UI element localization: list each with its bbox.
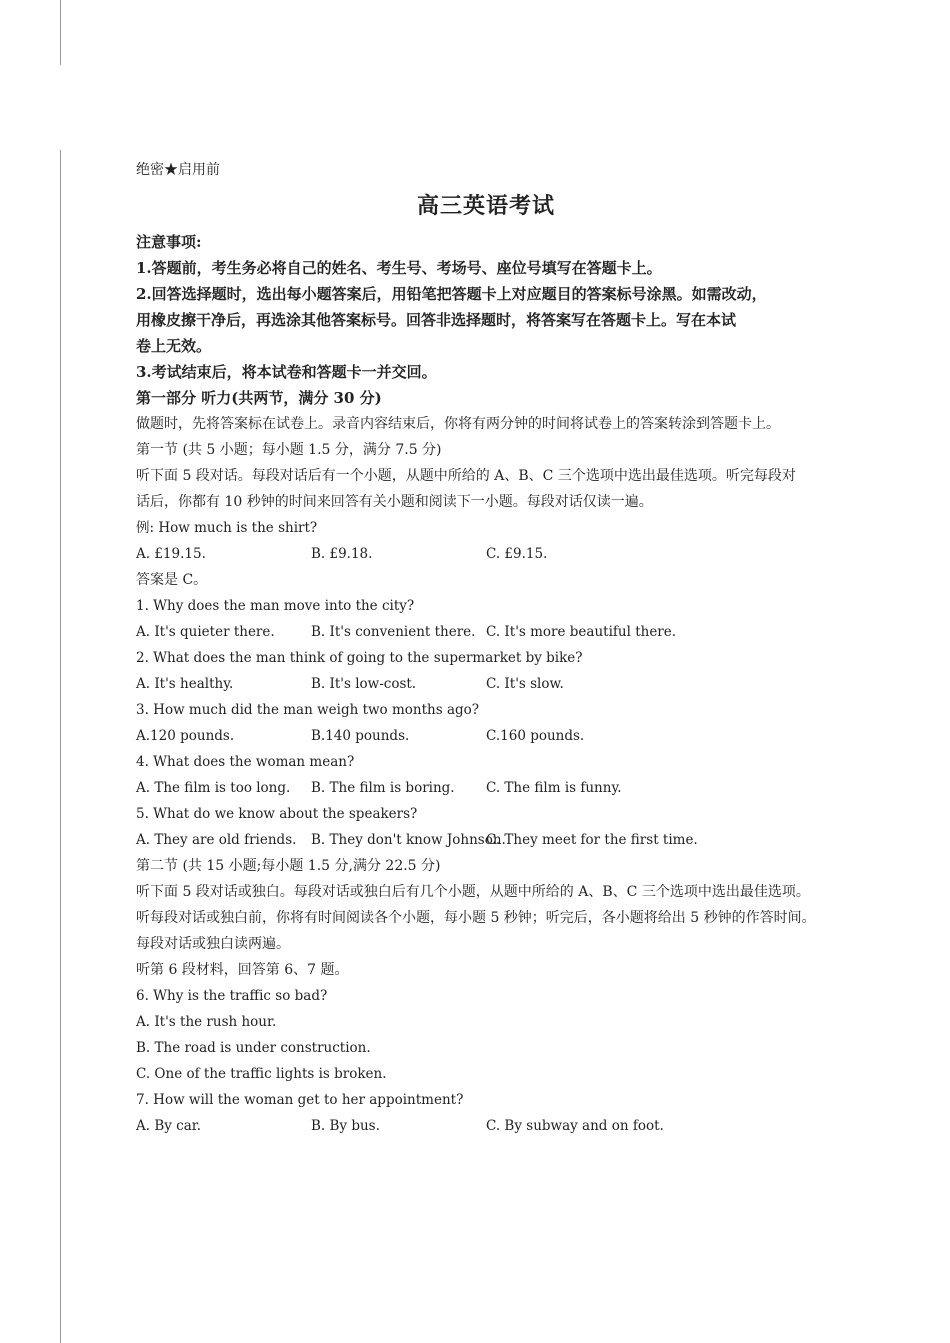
option-c: C. They meet for the first time. bbox=[486, 832, 698, 848]
option-a: A. It's healthy. bbox=[136, 676, 234, 692]
option-c: C. The film is funny. bbox=[486, 780, 622, 796]
exam-title: 高三英语考试 bbox=[416, 193, 555, 219]
question-options bbox=[136, 1113, 836, 1139]
option-a: A. It's the rush hour. bbox=[136, 1014, 277, 1030]
section2-instruction: 听每段对话或独白前，你将有时间阅读各个小题，每小题 5 秒钟；听完后，各小题将给出 5 秒钟的作答时间。 bbox=[136, 910, 816, 926]
section1-instruction: 听下面 5 段对话。每段对话后有一个小题，从题中所给的 A、B、C 三个选项中选出最佳选项。听完每段对 bbox=[136, 468, 796, 484]
question: 5. What do we know about the speakers? bbox=[136, 806, 418, 822]
notes-heading: 注意事项: bbox=[136, 233, 202, 251]
example-answer: 答案是 C。 bbox=[136, 572, 208, 588]
option-b: B. They don't know Johnson. bbox=[311, 832, 506, 848]
section1-instruction: 话后，你都有 10 秒钟的时间来回答有关小题和阅读下一小题。每段对话仅读一遍。 bbox=[136, 494, 653, 510]
question: 7. How will the woman get to her appointment? bbox=[136, 1092, 464, 1108]
question-options bbox=[136, 671, 836, 697]
option-b: B. The film is boring. bbox=[311, 780, 455, 796]
notes-item: 卷上无效。 bbox=[136, 337, 212, 355]
question: 1. Why does the man move into the city? bbox=[136, 598, 415, 614]
section2-heading: 第二节 (共 15 小题;每小题 1.5 分,满分 22.5 分) bbox=[136, 858, 441, 874]
question: 4. What does the woman mean? bbox=[136, 754, 355, 770]
question: 3. How much did the man weigh two months ago? bbox=[136, 702, 479, 718]
material-note: 听第 6 段材料，回答第 6、7 题。 bbox=[136, 962, 349, 978]
question-options bbox=[136, 827, 836, 853]
exam-page bbox=[136, 157, 836, 1139]
option-b: B. The road is under construction. bbox=[136, 1040, 371, 1056]
section1-heading: 第一节 (共 5 小题；每小题 1.5 分，满分 7.5 分) bbox=[136, 442, 442, 458]
question-options bbox=[136, 723, 836, 749]
option-b: B. It's low-cost. bbox=[311, 676, 417, 692]
option-a: A. They are old friends. bbox=[136, 832, 297, 848]
secret-label: 绝密★启用前 bbox=[136, 162, 220, 178]
notes-item: 1.答题前，考生务必将自己的姓名、考生号、考场号、座位号填写在答题卡上。 bbox=[136, 259, 662, 277]
part1-heading: 第一部分 听力(共两节，满分 30 分) bbox=[136, 389, 382, 407]
question-options bbox=[136, 775, 836, 801]
option-b: B.140 pounds. bbox=[311, 728, 410, 744]
example-question: 例: How much is the shirt? bbox=[136, 520, 318, 536]
option-a: A.120 pounds. bbox=[136, 728, 235, 744]
notes-item: 用橡皮擦干净后，再选涂其他答案标号。回答非选择题时，将答案写在答题卡上。写在本试 bbox=[136, 311, 737, 329]
option-a: A. The film is too long. bbox=[136, 780, 291, 796]
question: 2. What does the man think of going to the supermarket by bike? bbox=[136, 650, 583, 666]
option-b: B. It's convenient there. bbox=[311, 624, 476, 640]
option-a: A. It's quieter there. bbox=[136, 624, 275, 640]
section2-instruction: 听下面 5 段对话或独白。每段对话或独白后有几个小题，从题中所给的 A、B、C 三个选项中选出最佳选项。 bbox=[136, 884, 810, 900]
notes-item: 2.回答选择题时，选出每小题答案后，用铅笔把答题卡上对应题目的答案标号涂黑。如需改动， bbox=[136, 285, 767, 303]
option-c: C. One of the traffic lights is broken. bbox=[136, 1066, 387, 1082]
option-c: C.160 pounds. bbox=[486, 728, 585, 744]
section2-instruction: 每段对话或独白读两遍。 bbox=[136, 936, 290, 952]
option-a: A. £19.15. bbox=[136, 546, 206, 562]
question-options bbox=[136, 619, 836, 645]
option-c: C. By subway and on foot. bbox=[486, 1118, 664, 1134]
option-b: B. By bus. bbox=[311, 1118, 380, 1134]
margin-line-top bbox=[60, 0, 61, 65]
example-options bbox=[136, 541, 836, 567]
option-c: C. £9.15. bbox=[486, 546, 548, 562]
option-b: B. £9.18. bbox=[311, 546, 373, 562]
part1-instruction: 做题时，先将答案标在试卷上。录音内容结束后，你将有两分钟的时间将试卷上的答案转涂到答题卡上。 bbox=[136, 416, 780, 432]
notes-item: 3.考试结束后，将本试卷和答题卡一并交回。 bbox=[136, 363, 437, 381]
option-c: C. It's slow. bbox=[486, 676, 564, 692]
question: 6. Why is the traffic so bad? bbox=[136, 988, 328, 1004]
margin-line-main bbox=[60, 150, 61, 1343]
option-c: C. It's more beautiful there. bbox=[486, 624, 677, 640]
option-a: A. By car. bbox=[136, 1118, 202, 1134]
